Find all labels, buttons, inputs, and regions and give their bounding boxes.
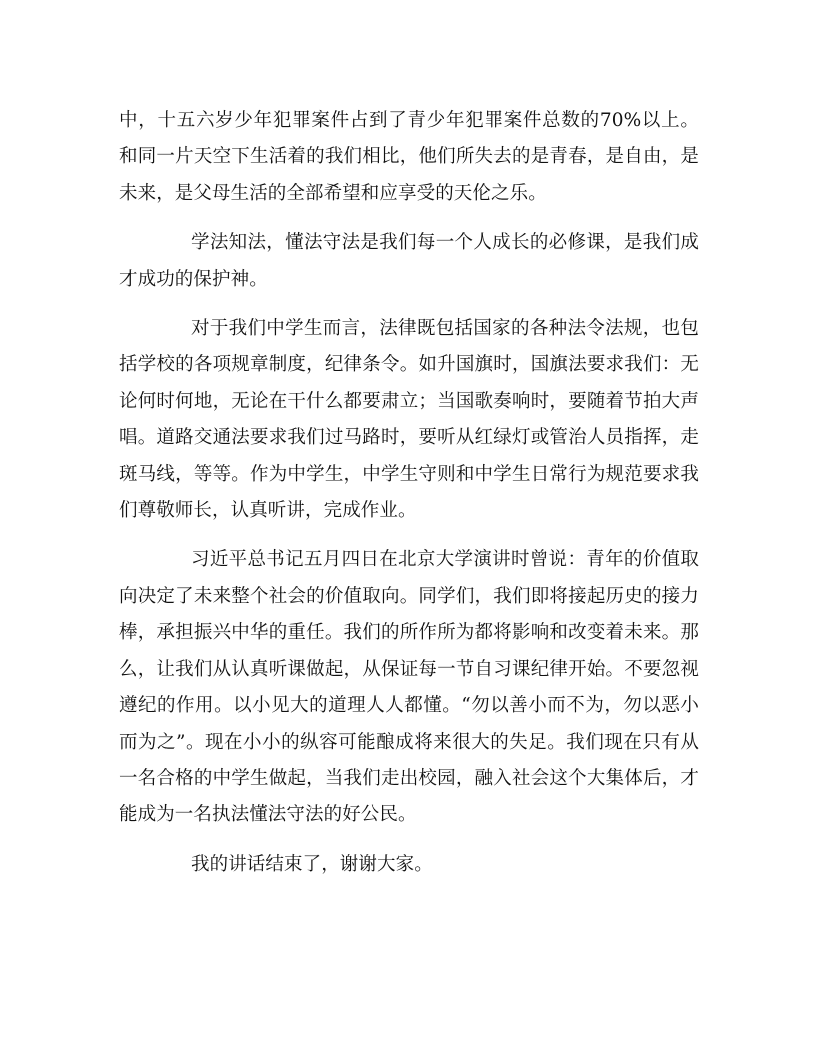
document-body (119, 103, 699, 896)
paragraph-closing: 我的讲话结束了，谢谢大家。 (191, 853, 433, 875)
paragraph-youth-values: 习近平总书记五月四日在北京大学演讲时曾说：青年的价值取向决定了未来整个社会的价值取向。同学们，我们即将接起历史的接力棒，承担振兴中华的重任。我们的所作所为都将影响和改变着未来。那么，让我们从认真听课做起，从保证每一节自习课纪律开始。不要忽视遵纪的作用。以小见大的道理人人都懂。“勿以善小而不为，勿以恶小而为之”。现在小小的纵容可能酿成将来很大的失足。我们现在只有从一名合格的中学生做起，当我们走出校园，融入社会这个大集体后，才能成为一名执法懂法守法的好公民。 (119, 549, 699, 826)
paragraph-study-law: 学法知法，懂法守法是我们每一个人成长的必修课，是我们成才成功的保护神。 (119, 232, 699, 290)
paragraph-student-rules: 对于我们中学生而言，法律既包括国家的各种法令法规，也包括学校的各项规章制度，纪律条令。如升国旗时，国旗法要求我们：无论何时何地，无论在干什么都要肃立；当国歌奏响时，要随着节拍大声唱。道路交通法要求我们过马路时，要听从红绿灯或管治人员指挥，走斑马线，等等。作为中学生，中学生守则和中学生日常行为规范要求我们尊敬师长，认真听讲，完成作业。 (119, 318, 699, 522)
paragraph-continuation: 中，十五六岁少年犯罪案件占到了青少年犯罪案件总数的70%以上。和同一片天空下生活着的我们相比，他们所失去的是青春，是自由，是未来，是父母生活的全部希望和应享受的天伦之乐。 (119, 110, 699, 204)
